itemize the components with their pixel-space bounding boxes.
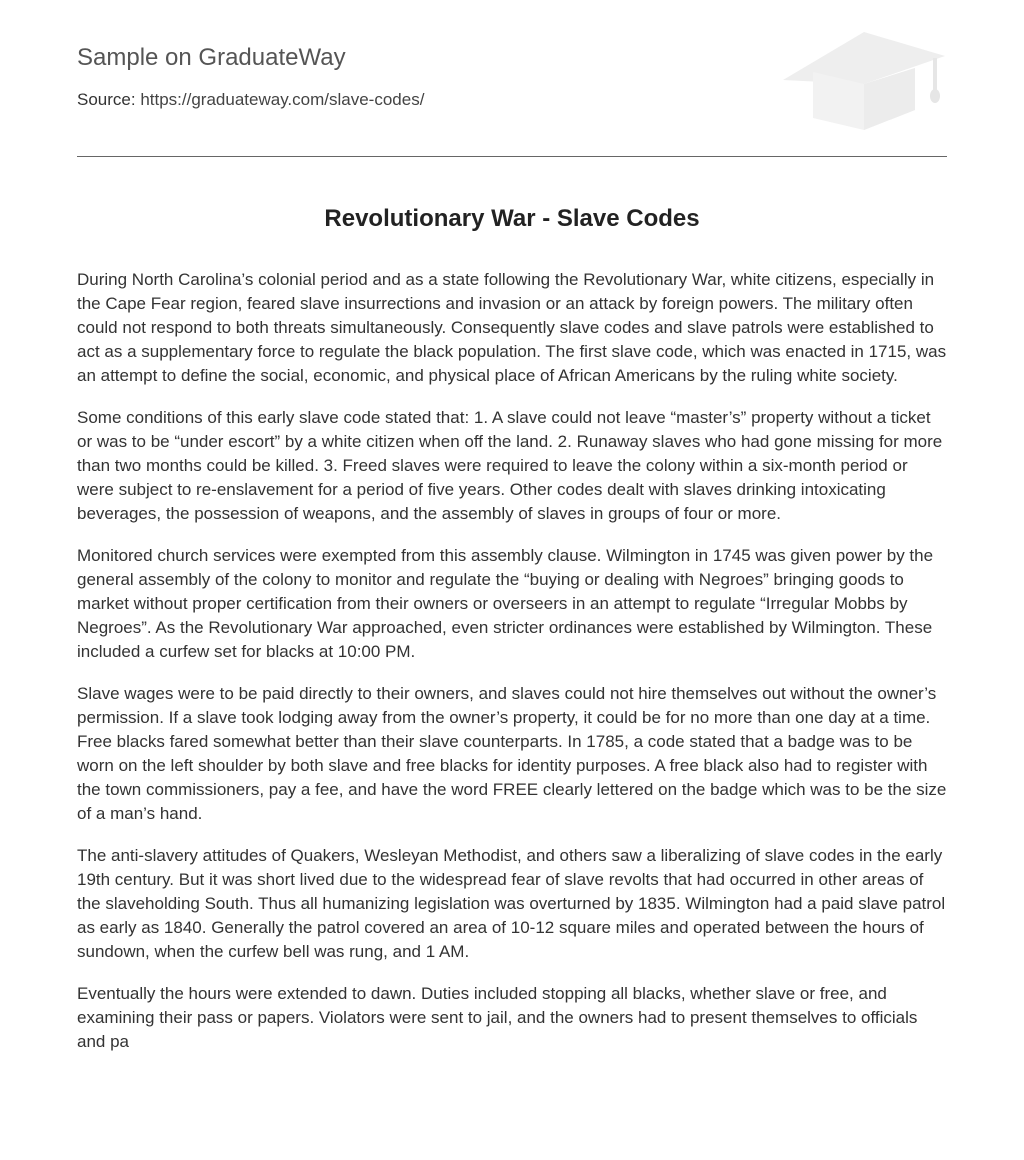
paragraph: Some conditions of this early slave code stated that: 1. A slave could not leave “master’s” property without a ticket or was to be “under escort” by a white citizen when off the land. 2. Runaway slaves who had gone missing for more than two months could be killed. 3. Freed slaves were required to leave the colony within a six-month period or were subject to re-enslavement for a period of five years. Other codes dealt with slaves drinking intoxicating beverages, the possession of weapons, and the assembly of slaves in groups of four or more. (77, 408, 943, 523)
paragraph: Slave wages were to be paid directly to their owners, and slaves could not hire themselves out without the owner’s permission. If a slave took lodging away from the owner’s property, it could be for no more than one day at a time. Free blacks fared somewhat better than their slave counterparts. In 1785, a code stated that a badge was to be worn on the left shoulder by both slave and free blacks for identity purposes. A free black also had to register with the town commissioners, pay a fee, and have the word FREE clearly lettered on the badge which was to be the size of a man’s hand. (77, 684, 947, 823)
graduation-cap-icon (781, 30, 947, 132)
source-label: Source: (77, 90, 136, 109)
site-title: Sample on GraduateWay (77, 44, 346, 71)
paragraph: During North Carolina’s colonial period and as a state following the Revolutionary War, white citizens, especially in the Cape Fear region, feared slave insurrections and invasion or an attack by foreign powers. The military often could not respond to both threats simultaneously. Consequently slave codes and slave patrols were established to act as a supplementary force to regulate the black population. The first slave code, which was enacted in 1715, was an attempt to define the social, economic, and physical place of African Americans by the ruling white society. (77, 270, 947, 385)
paragraph: Monitored church services were exempted from this assembly clause. Wilmington in 1745 was given power by the general assembly of the colony to monitor and regulate the “buying or dealing with Negroes” bringing goods to market without proper certification from their owners or overseers in an attempt to regulate “Irregular Mobbs by Negroes”. As the Revolutionary War approached, even stricter ordinances were established by Wilmington. These included a curfew set for blacks at 10:00 PM. (77, 546, 934, 661)
article-title: Revolutionary War - Slave Codes (324, 205, 700, 232)
article-body (77, 268, 949, 1072)
source-line (77, 90, 424, 110)
paragraph: The anti-slavery attitudes of Quakers, Wesleyan Methodist, and others saw a liberalizing of slave codes in the early 19th century. But it was short lived due to the widespread fear of slave revolts that had occurred in other areas of the slaveholding South. Thus all humanizing legislation was overturned by 1835. Wilmington had a paid slave patrol as early as 1840. Generally the patrol covered an area of 10-12 square miles and operated between the hours of sundown, when the curfew bell was rung, and 1 AM. (77, 846, 946, 961)
page-header (77, 0, 947, 157)
source-link[interactable]: https://graduateway.com/slave-codes/ (140, 90, 425, 109)
paragraph: Eventually the hours were extended to dawn. Duties included stopping all blacks, whether slave or free, and examining their pass or papers. Violators were sent to jail, and the owners had to present themselves to officials and pa (77, 984, 918, 1051)
